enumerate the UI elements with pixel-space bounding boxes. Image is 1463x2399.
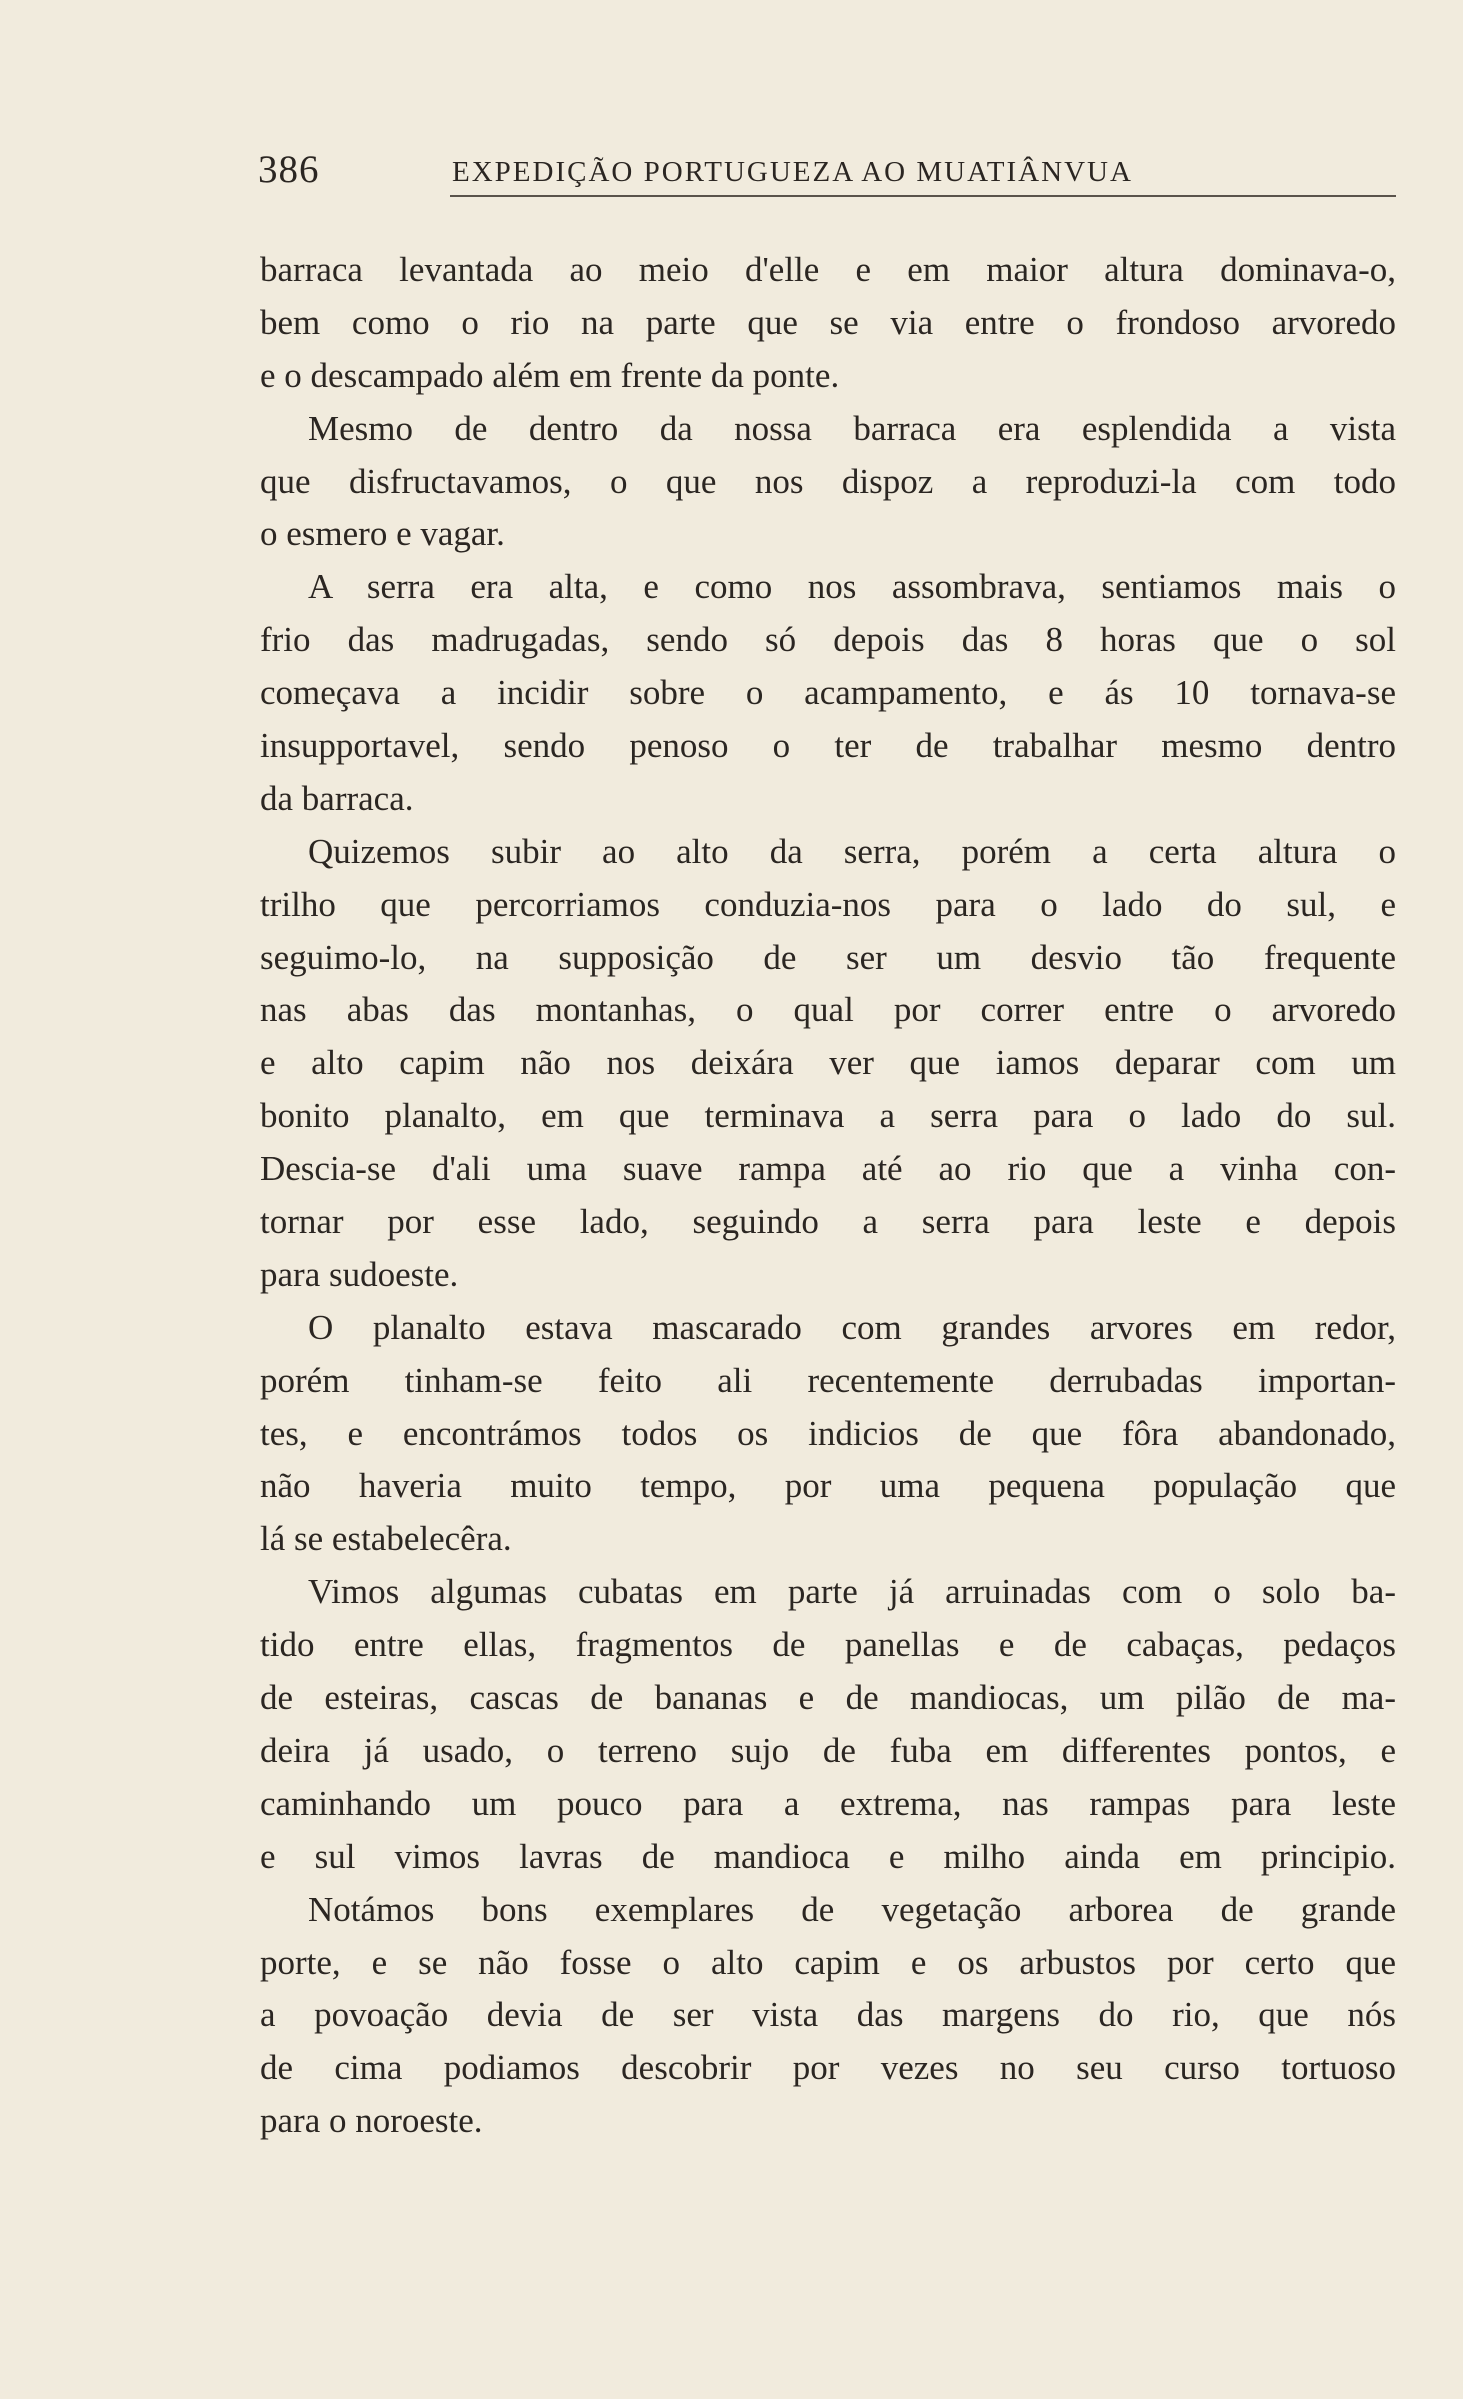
text-line: porte, e se não fosse o alto capim e os arbustos por certo que	[260, 1942, 1396, 1982]
text-line: da barraca.	[260, 778, 414, 818]
text-line: tornar por esse lado, seguindo a serra para leste e depois	[260, 1202, 1396, 1242]
text-line: lá se estabelecêra.	[260, 1519, 512, 1559]
text-line: Mesmo de dentro da nossa barraca era esplendida a vista	[308, 408, 1396, 448]
text-line: bem como o rio na parte que se via entre o frondoso arvoredo	[260, 302, 1396, 342]
text-line: que disfructavamos, o que nos dispoz a reproduzi-la com todo	[260, 461, 1396, 501]
text-line: e o descampado além em frente da ponte.	[260, 355, 840, 395]
text-line: caminhando um pouco para a extrema, nas rampas para leste	[260, 1783, 1396, 1823]
running-title: EXPEDIÇÃO PORTUGUEZA AO MUATIÂNVUA	[452, 156, 1133, 188]
text-line: e sul vimos lavras de mandioca e milho ainda em principio.	[260, 1836, 1396, 1876]
text-line: de esteiras, cascas de bananas e de mandiocas, um pilão de ma-	[260, 1678, 1396, 1718]
text-line: insupportavel, sendo penoso o ter de trabalhar mesmo dentro	[260, 726, 1396, 766]
header-rule	[450, 195, 1396, 197]
text-line: frio das madrugadas, sendo só depois das 8 horas que o sol	[260, 620, 1396, 660]
text-line: Quizemos subir ao alto da serra, porém a certa altura o	[308, 831, 1396, 871]
text-line: porém tinham-se feito ali recentemente derrubadas importan-	[260, 1360, 1396, 1400]
text-line: não haveria muito tempo, por uma pequena população que	[260, 1466, 1396, 1506]
page-number: 386	[258, 148, 320, 191]
text-line: de cima podiamos descobrir por vezes no seu curso tortuoso	[260, 2048, 1396, 2088]
running-head	[258, 142, 1390, 198]
text-line: seguimo-lo, na supposição de ser um desvio tão frequente	[260, 937, 1396, 977]
text-line: e alto capim não nos deixára ver que iamos deparar com um	[260, 1043, 1396, 1083]
text-line: tes, e encontrámos todos os indicios de que fôra abandonado,	[260, 1413, 1396, 1453]
body-text	[260, 244, 1396, 2148]
text-line: Descia-se d'ali uma suave rampa até ao rio que a vinha con-	[260, 1149, 1396, 1189]
text-line: começava a incidir sobre o acampamento, e ás 10 tornava-se	[260, 673, 1396, 713]
text-line: Notámos bons exemplares de vegetação arborea de grande	[308, 1889, 1396, 1929]
text-line: tido entre ellas, fragmentos de panellas e de cabaças, pedaços	[260, 1625, 1396, 1665]
text-line: bonito planalto, em que terminava a serra para o lado do sul.	[260, 1096, 1396, 1136]
text-line: para sudoeste.	[260, 1254, 459, 1294]
text-line: deira já usado, o terreno sujo de fuba em differentes pontos, e	[260, 1730, 1396, 1770]
text-line: Vimos algumas cubatas em parte já arruinadas com o solo ba-	[308, 1572, 1396, 1612]
text-line: para o noroeste.	[260, 2101, 483, 2141]
text-line: barraca levantada ao meio d'elle e em maior altura dominava-o,	[260, 250, 1396, 289]
text-line: A serra era alta, e como nos assombrava, sentiamos mais o	[308, 567, 1396, 607]
text-line: nas abas das montanhas, o qual por correr entre o arvoredo	[260, 990, 1396, 1030]
text-line: a povoação devia de ser vista das margens do rio, que nós	[260, 1995, 1396, 2035]
text-line: O planalto estava mascarado com grandes arvores em redor,	[308, 1307, 1396, 1347]
text-line: trilho que percorriamos conduzia-nos para o lado do sul, e	[260, 884, 1396, 924]
text-line: o esmero e vagar.	[260, 514, 505, 554]
